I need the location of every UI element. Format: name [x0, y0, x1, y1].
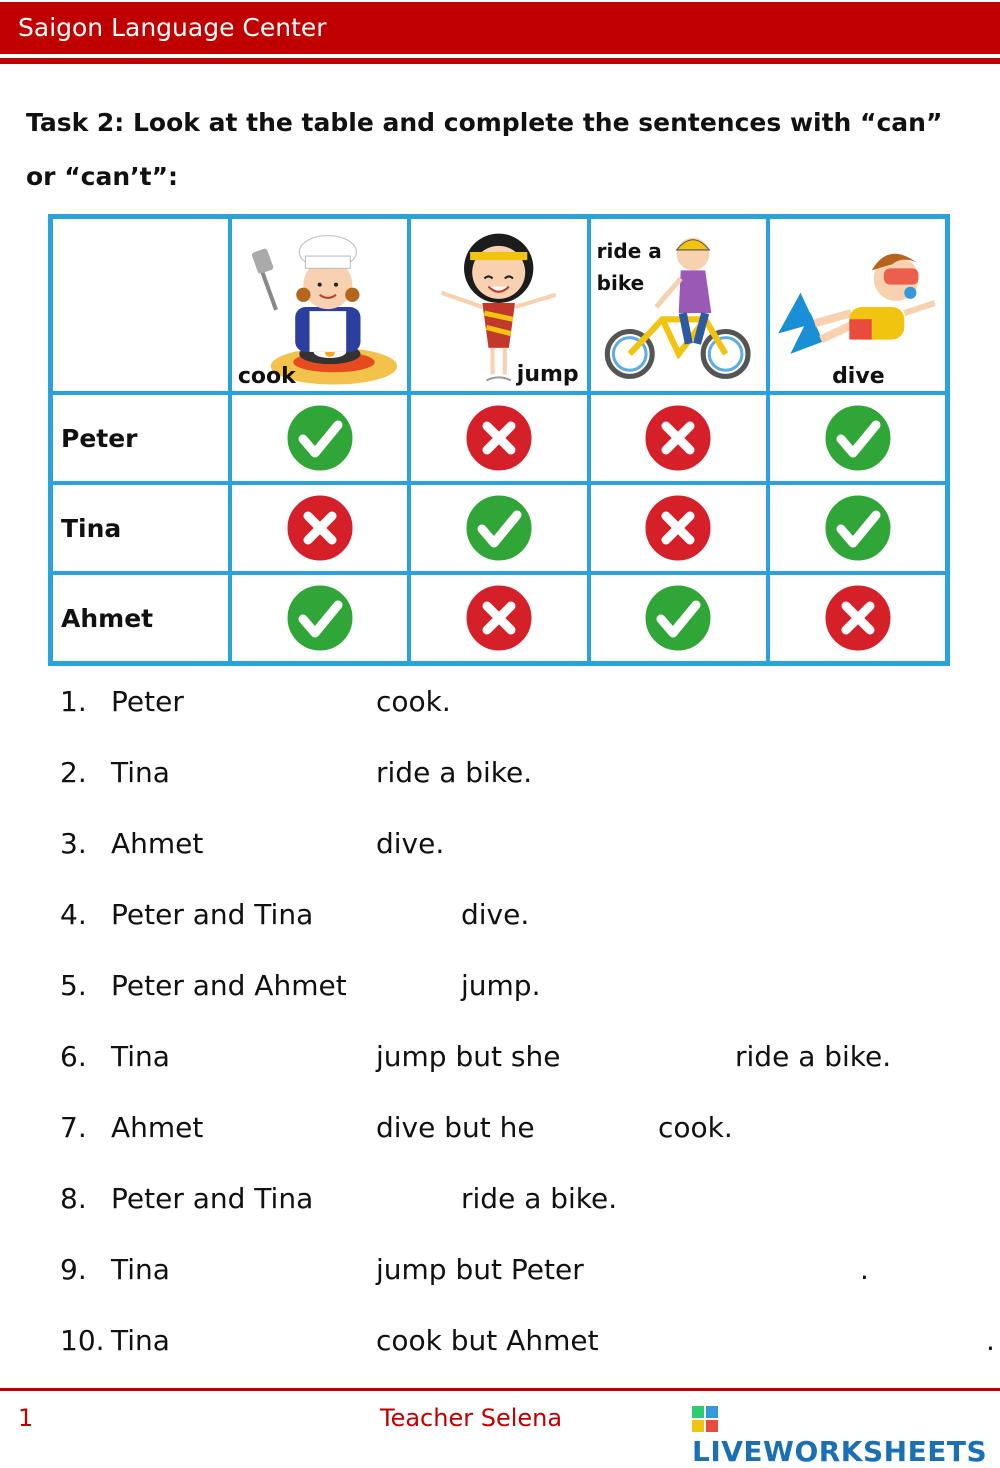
sentence-6-number: 6. [60, 1040, 87, 1073]
table-row [51, 393, 948, 483]
task-instruction: Task 2: Look at the table and complete the sentences with “can” or “can’t”: [26, 108, 943, 191]
sentence-8-subject: Peter and Tina [111, 1182, 314, 1215]
activity-cook-cell [230, 217, 409, 394]
sentence-6-middle: jump but she [376, 1040, 561, 1073]
mark-cell [409, 573, 588, 664]
sentence-2-ending: ride a bike. [376, 756, 533, 789]
sentence-5-subject: Peter and Ahmet [111, 969, 347, 1002]
activity-jump-cell [409, 217, 588, 394]
mark-cell [589, 393, 768, 483]
sentence-1-ending: cook. [376, 685, 451, 718]
check-icon [283, 401, 357, 475]
activity-bike-cell [589, 217, 768, 394]
sentence-7-number: 7. [60, 1111, 87, 1144]
mark-cell [768, 573, 947, 664]
liveworksheets-logo [692, 1402, 1000, 1468]
mark-cell [230, 483, 409, 573]
cross-icon [462, 401, 536, 475]
ability-table [48, 214, 950, 666]
sentence-5-number: 5. [60, 969, 87, 1002]
activity-cook-label: cook [237, 364, 296, 389]
sentence-4-number: 4. [60, 898, 87, 931]
mark-cell [768, 483, 947, 573]
mark-cell [589, 573, 768, 664]
page-number: 1 [18, 1404, 34, 1432]
row-name: Ahmet [51, 573, 230, 664]
sentence-3-subject: Ahmet [111, 827, 204, 860]
activity-bike-label-line2: bike [596, 271, 645, 295]
cross-icon [462, 581, 536, 655]
row-name: Tina [51, 483, 230, 573]
sentence-10-subject: Tina [111, 1324, 170, 1357]
table-row [51, 573, 948, 664]
sentence-9-subject: Tina [111, 1253, 170, 1286]
sentence-8-ending: ride a bike. [461, 1182, 618, 1215]
check-icon [821, 491, 895, 565]
sentence-9-ending: . [860, 1253, 869, 1286]
liveworksheets-logo-text: LIVEWORKSHEETS [692, 1435, 988, 1468]
activity-bike-label-line1: ride a [596, 239, 662, 263]
header-bar [0, 2, 1000, 54]
header-title: Saigon Language Center [18, 13, 327, 42]
activity-jump-label: jump [516, 362, 579, 387]
sentence-2-subject: Tina [111, 756, 170, 789]
cross-icon [641, 491, 715, 565]
sentence-4-ending: dive. [461, 898, 530, 931]
activity-dive-label: dive [832, 364, 885, 389]
cross-icon [641, 401, 715, 475]
check-icon [641, 581, 715, 655]
sentence-1-subject: Peter [111, 685, 184, 718]
sentence-7-middle: dive but he [376, 1111, 535, 1144]
check-icon [821, 401, 895, 475]
mark-cell [589, 483, 768, 573]
liveworksheets-logo-icon [692, 1406, 718, 1432]
sentence-7-subject: Ahmet [111, 1111, 204, 1144]
sentence-7-ending: cook. [658, 1111, 733, 1144]
sentence-6-subject: Tina [111, 1040, 170, 1073]
sentence-4-subject: Peter and Tina [111, 898, 314, 931]
mark-cell [230, 393, 409, 483]
mark-cell [409, 483, 588, 573]
sentence-10-number: 10. [60, 1324, 105, 1357]
sentence-3-ending: dive. [376, 827, 445, 860]
footer-divider [0, 1388, 1000, 1391]
cross-icon [821, 581, 895, 655]
sentence-6-ending: ride a bike. [735, 1040, 892, 1073]
sentence-9-number: 9. [60, 1253, 87, 1286]
sentence-10-ending: . [986, 1324, 995, 1357]
mark-cell [230, 573, 409, 664]
row-name: Peter [51, 393, 230, 483]
sentence-10-middle: cook but Ahmet [376, 1324, 599, 1357]
empty-corner-cell [51, 217, 230, 394]
sentence-1-number: 1. [60, 685, 87, 718]
sentence-9-middle: jump but Peter [376, 1253, 584, 1286]
sentence-3-number: 3. [60, 827, 87, 860]
activity-dive-cell [768, 217, 947, 394]
table-row [51, 483, 948, 573]
mark-cell [768, 393, 947, 483]
cross-icon [283, 491, 357, 565]
check-icon [462, 491, 536, 565]
table-header-row [51, 217, 948, 394]
sentence-5-ending: jump. [461, 969, 541, 1002]
sentence-2-number: 2. [60, 756, 87, 789]
header-divider [0, 58, 1000, 64]
mark-cell [409, 393, 588, 483]
check-icon [283, 581, 357, 655]
sentence-8-number: 8. [60, 1182, 87, 1215]
teacher-name: Teacher Selena [380, 1404, 563, 1432]
